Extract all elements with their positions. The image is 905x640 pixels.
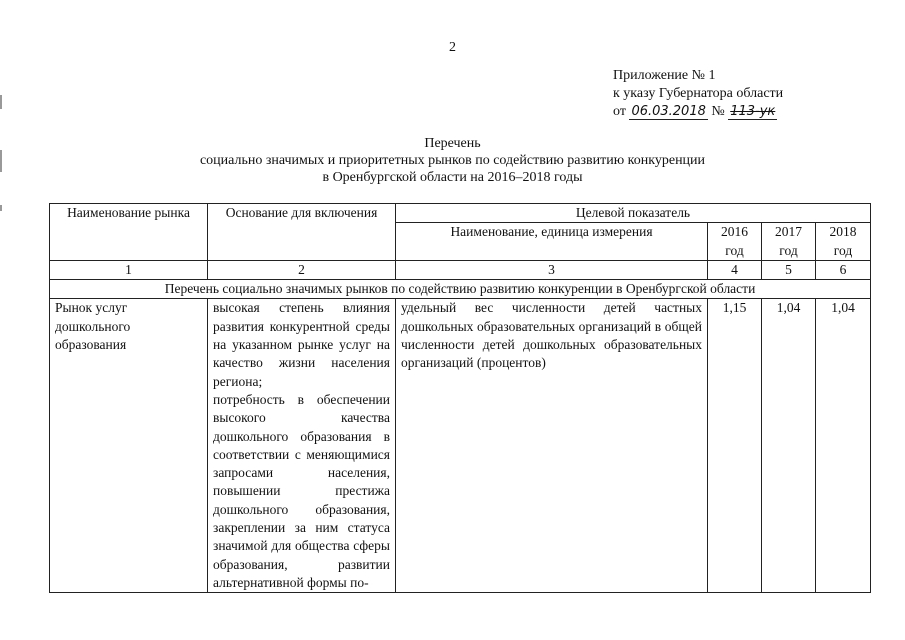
header-year-2017: 2017 год xyxy=(762,223,816,261)
header-year-2016: 2016 год xyxy=(708,223,762,261)
value-2017: 1,04 xyxy=(762,299,816,593)
value-2016: 1,15 xyxy=(708,299,762,593)
header-market: Наименование рынка xyxy=(50,204,208,261)
column-number: 4 xyxy=(708,260,762,279)
section-title: Перечень социально значимых рынков по содействию развитию конкуренции в Оренбургской области xyxy=(50,280,871,299)
handwritten-date: 06.03.2018 xyxy=(631,104,706,119)
header-basis: Основание для включения xyxy=(208,204,396,261)
header-year-2018: 2018 год xyxy=(816,223,871,261)
inclusion-basis xyxy=(208,299,396,593)
appendix-date-line xyxy=(613,103,783,121)
header-indicator: Наименование, единица измерения xyxy=(396,223,708,261)
appendix-decree: к указу Губернатора области xyxy=(613,86,784,101)
appendix-title: Приложение № 1 xyxy=(613,68,716,83)
table-row xyxy=(50,299,871,593)
title-line-3: в Оренбургской области на 2016–2018 годы xyxy=(322,170,583,185)
basis-paragraph: высокая степень влияния развития конкурентной среды на указанном рынке услуг на качество жизни населения региона; xyxy=(213,300,390,389)
header-target: Целевой показатель xyxy=(396,204,871,223)
markets-table xyxy=(49,203,871,593)
value-2018: 1,04 xyxy=(816,299,871,593)
number-prefix: № xyxy=(711,104,725,119)
handwritten-number: 113-ук xyxy=(730,104,776,119)
date-prefix: от xyxy=(613,104,626,119)
scan-edge-mark xyxy=(0,95,2,109)
column-number: 2 xyxy=(208,260,396,279)
column-number: 3 xyxy=(396,260,708,279)
indicator-name: удельный вес численности детей частных дошкольных образовательных организаций в общей численности детей дошкольных образовательных организаций (процентов) xyxy=(396,299,708,593)
page-number: 2 xyxy=(449,40,456,55)
basis-paragraph: потребность в обеспечении высокого качества дошкольного образования в соответствии с меняющимися запросами населения, повышении престижа дошкольного образования, закреплении за ним статуса значимой для общества сферы образования, развитии альтернативной формы по- xyxy=(213,391,390,590)
title-line-1: Перечень xyxy=(424,136,481,151)
column-number: 5 xyxy=(762,260,816,279)
document-title xyxy=(0,135,905,186)
scan-edge-mark xyxy=(0,205,2,211)
column-number: 1 xyxy=(50,260,208,279)
appendix-block xyxy=(613,67,783,121)
column-number: 6 xyxy=(816,260,871,279)
market-name: Рынок услуг дошкольного образования xyxy=(50,299,208,593)
title-line-2: социально значимых и приоритетных рынков по содействию развитию конкуренции xyxy=(199,153,706,168)
